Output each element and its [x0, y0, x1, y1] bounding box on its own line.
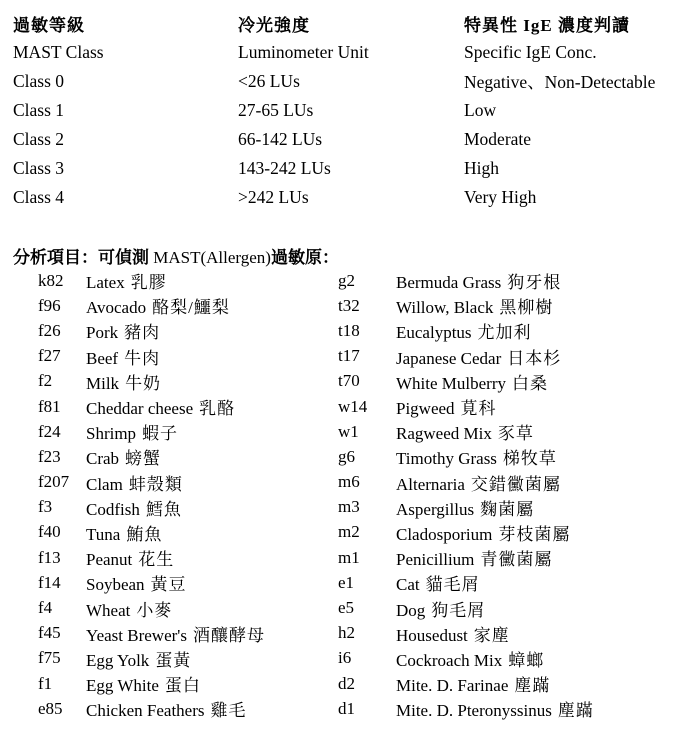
- allergen-en-right: Timothy Grass: [396, 449, 497, 469]
- allergen-code-right: d1: [338, 698, 355, 718]
- allergen-name-left: [86, 495, 336, 520]
- allergen-row: [0, 671, 694, 696]
- allergen-zh-left: 雞毛: [210, 701, 247, 721]
- allergen-name-left: [86, 646, 336, 671]
- allergen-row: [0, 570, 694, 595]
- allergen-name-left: [86, 318, 336, 343]
- allergen-en-right: Ragweed Mix: [396, 424, 492, 444]
- table-cell: Luminometer Unit: [238, 42, 369, 62]
- table-cell: Class 2: [13, 129, 65, 149]
- allergen-en-left: Chicken Feathers: [86, 701, 205, 721]
- table-cell: Very High: [464, 187, 537, 207]
- allergen-zh-right: 黑柳樹: [499, 298, 554, 318]
- table-cell: 27-65 LUs: [238, 100, 314, 120]
- allergen-row: [0, 344, 694, 369]
- table-cell: Class 3: [13, 158, 65, 178]
- allergen-zh-right: 麴菌屬: [480, 499, 535, 519]
- allergen-en-right: White Mulberry: [396, 373, 506, 393]
- allergen-zh-right: 家塵: [473, 625, 510, 645]
- allergen-code-right: h2: [338, 623, 355, 643]
- allergen-zh-left: 小麥: [136, 600, 173, 620]
- allergen-en-right: Penicillium: [396, 550, 475, 570]
- allergen-zh-right: 塵蹣: [557, 701, 594, 721]
- allergen-code-left: f14: [38, 572, 61, 592]
- allergen-code-left: f40: [38, 522, 61, 542]
- table-cell: <26 LUs: [238, 71, 300, 91]
- allergen-row: [0, 394, 694, 419]
- mast-class-table: [13, 9, 683, 212]
- allergen-name-right: [396, 621, 686, 646]
- allergen-code-left: f3: [38, 497, 53, 517]
- allergen-en-left: Soybean: [86, 575, 145, 595]
- allergen-en-right: Cat: [396, 575, 420, 595]
- allergen-name-left: [86, 520, 336, 545]
- allergen-code-right: i6: [338, 648, 352, 668]
- table-row: [13, 38, 683, 67]
- allergen-row: [0, 595, 694, 620]
- allergen-row: [0, 293, 694, 318]
- allergen-name-right: [396, 369, 686, 394]
- allergen-name-right: [396, 646, 686, 671]
- allergen-zh-left: 鱈魚: [145, 499, 182, 519]
- table-cell: Negative、Non-Detectable: [464, 72, 656, 92]
- allergen-name-right: [396, 596, 686, 621]
- allergen-zh-left: 鮪魚: [126, 524, 163, 544]
- allergen-zh-right: 尤加利: [477, 323, 532, 343]
- table-cell: Specific IgE Conc.: [464, 42, 597, 62]
- allergen-name-right: [396, 545, 686, 570]
- allergen-row: [0, 545, 694, 570]
- allergen-en-left: Beef: [86, 348, 119, 368]
- allergen-code-right: t17: [338, 346, 360, 366]
- allergen-name-right: [396, 520, 686, 545]
- allergen-zh-left: 乳酪: [199, 399, 236, 419]
- allergen-en-right: Dog: [396, 600, 426, 620]
- allergen-name-right: [396, 671, 686, 696]
- allergen-zh-left: 乳膠: [130, 273, 167, 293]
- allergen-en-right: Cladosporium: [396, 524, 493, 544]
- allergen-row: [0, 520, 694, 545]
- allergen-name-left: [86, 671, 336, 696]
- allergen-code-left: f45: [38, 623, 61, 643]
- allergen-en-right: Willow, Black: [396, 298, 494, 318]
- table-cell: Class 1: [13, 100, 65, 120]
- allergen-en-left: Pork: [86, 323, 119, 343]
- allergen-name-right: [396, 318, 686, 343]
- allergen-code-right: w1: [338, 421, 359, 441]
- allergen-name-right: [396, 268, 686, 293]
- allergen-code-right: g6: [338, 446, 355, 466]
- allergen-name-left: [86, 596, 336, 621]
- allergen-en-left: Milk: [86, 373, 120, 393]
- allergen-code-left: f75: [38, 648, 61, 668]
- allergen-zh-left: 酪梨/鱷梨: [152, 298, 230, 318]
- allergen-en-left: Egg Yolk: [86, 650, 150, 670]
- table-row: [13, 96, 683, 125]
- allergen-name-right: [396, 495, 686, 520]
- table-cell: >242 LUs: [238, 187, 309, 207]
- allergen-name-left: [86, 419, 336, 444]
- allergen-zh-right: 青黴菌屬: [480, 550, 553, 570]
- allergen-code-right: m2: [338, 522, 360, 542]
- allergen-row: [0, 444, 694, 469]
- allergen-code-left: f81: [38, 396, 61, 416]
- allergen-en-right: Cockroach Mix: [396, 650, 503, 670]
- allergen-list: [0, 268, 694, 721]
- allergen-en-left: Latex: [86, 273, 125, 293]
- allergen-en-left: Shrimp: [86, 424, 137, 444]
- table-cell: Class 4: [13, 187, 65, 207]
- allergen-zh-left: 蝦子: [142, 424, 179, 444]
- table-cell: MAST Class: [13, 42, 104, 62]
- allergen-name-left: [86, 394, 336, 419]
- allergen-row: [0, 621, 694, 646]
- table-cell: 143-242 LUs: [238, 158, 331, 178]
- allergen-en-left: Avocado: [86, 298, 147, 318]
- allergen-code-left: f27: [38, 346, 61, 366]
- allergen-en-left: Egg White: [86, 676, 159, 696]
- allergen-en-right: Mite. D. Farinae: [396, 676, 509, 696]
- allergen-code-left: f1: [38, 673, 53, 693]
- allergen-section-title: 分析項目：可偵測 MAST(Allergen)過敏原：: [13, 248, 339, 267]
- allergen-zh-left: 蚌殼類: [128, 474, 183, 494]
- allergen-name-right: [396, 444, 686, 469]
- allergen-row: [0, 696, 694, 721]
- allergen-name-left: [86, 545, 336, 570]
- allergen-name-right: [396, 696, 686, 721]
- allergen-en-right: Alternaria: [396, 474, 465, 494]
- allergen-code-left: f23: [38, 446, 61, 466]
- allergen-en-left: Peanut: [86, 550, 133, 570]
- allergen-zh-right: 狗牙根: [507, 273, 562, 293]
- allergen-code-left: f96: [38, 295, 61, 315]
- allergen-zh-right: 莧科: [460, 399, 497, 419]
- table-cell: 66-142 LUs: [238, 129, 323, 149]
- allergen-code-left: f26: [38, 320, 61, 340]
- table-row: [13, 67, 683, 96]
- allergen-code-right: t70: [338, 371, 360, 391]
- allergen-code-left: f2: [38, 371, 53, 391]
- allergen-row: [0, 268, 694, 293]
- allergen-zh-right: 芽枝菌屬: [498, 524, 571, 544]
- allergen-code-left: f4: [38, 598, 53, 618]
- allergen-code-right: t32: [338, 295, 360, 315]
- allergen-zh-left: 牛肉: [124, 348, 161, 368]
- allergen-code-right: g2: [338, 270, 355, 290]
- header-ige-interpretation: 特異性 IgE 濃度判讀: [464, 16, 630, 35]
- allergen-zh-right: 白桑: [512, 373, 548, 393]
- allergen-name-right: [396, 293, 686, 318]
- allergen-row: [0, 318, 694, 343]
- allergen-code-left: k82: [38, 270, 64, 290]
- allergen-zh-left: 牛奶: [125, 373, 162, 393]
- allergen-zh-left: 蛋黃: [155, 650, 192, 670]
- allergen-en-left: Cheddar cheese: [86, 399, 194, 419]
- allergen-name-left: [86, 444, 336, 469]
- allergen-zh-right: 交錯黴菌屬: [470, 474, 561, 494]
- allergen-name-left: [86, 344, 336, 369]
- allergen-en-left: Clam: [86, 474, 123, 494]
- allergen-zh-left: 花生: [138, 550, 175, 570]
- allergen-row: [0, 369, 694, 394]
- table-row: [13, 183, 683, 212]
- allergen-code-right: e1: [338, 572, 355, 592]
- allergen-name-left: [86, 696, 336, 721]
- header-luminescence: 冷光強度: [238, 16, 310, 35]
- allergen-row: [0, 470, 694, 495]
- allergen-zh-left: 酒釀酵母: [192, 625, 265, 645]
- table-row: [13, 125, 683, 154]
- allergen-row: [0, 646, 694, 671]
- allergen-zh-right: 日本杉: [507, 348, 562, 368]
- table-cell: High: [464, 158, 499, 178]
- table-header-row: [13, 9, 683, 38]
- allergen-en-right: Pigweed: [396, 399, 455, 419]
- allergen-en-right: Eucalyptus: [396, 323, 472, 343]
- allergen-en-right: Mite. D. Pteronyssinus: [396, 701, 552, 721]
- allergen-name-left: [86, 293, 336, 318]
- allergen-name-right: [396, 470, 686, 495]
- allergen-en-right: Aspergillus: [396, 499, 475, 519]
- allergen-code-right: t18: [338, 320, 360, 340]
- allergen-row: [0, 419, 694, 444]
- allergen-name-left: [86, 621, 336, 646]
- allergen-code-left: f13: [38, 547, 61, 567]
- allergen-zh-left: 螃蟹: [125, 449, 162, 469]
- allergen-en-left: Crab: [86, 449, 120, 469]
- allergen-en-left: Tuna: [86, 524, 121, 544]
- allergen-code-right: d2: [338, 673, 355, 693]
- table-row: [13, 154, 683, 183]
- allergen-en-left: Codfish: [86, 499, 140, 519]
- table-cell: Class 0: [13, 71, 65, 91]
- allergen-en-left: Wheat: [86, 600, 131, 620]
- allergen-zh-right: 梯牧草: [502, 449, 557, 469]
- allergen-zh-left: 豬肉: [124, 323, 161, 343]
- allergen-code-right: m6: [338, 472, 360, 492]
- allergen-code-left: f24: [38, 421, 61, 441]
- allergen-en-right: Housedust: [396, 625, 468, 645]
- allergen-name-right: [396, 419, 686, 444]
- table-cell: Moderate: [464, 129, 532, 149]
- allergen-en-right: Bermuda Grass: [396, 273, 502, 293]
- allergen-zh-right: 蟑螂: [508, 650, 545, 670]
- allergen-code-left: e85: [38, 698, 63, 718]
- allergen-name-right: [396, 394, 686, 419]
- table-cell: Low: [464, 100, 497, 120]
- allergen-name-left: [86, 369, 336, 394]
- allergen-zh-right: 豕草: [497, 424, 534, 444]
- allergen-zh-right: 塵蹣: [514, 676, 551, 696]
- allergen-code-right: m1: [338, 547, 360, 567]
- allergen-zh-left: 黃豆: [150, 575, 187, 595]
- allergen-name-right: [396, 570, 686, 595]
- allergen-code-right: e5: [338, 598, 355, 618]
- allergen-code-right: m3: [338, 497, 360, 517]
- allergen-zh-left: 蛋白: [164, 676, 201, 696]
- allergen-code-left: f207: [38, 472, 70, 492]
- allergen-en-left: Yeast Brewer's: [86, 625, 187, 645]
- allergen-name-right: [396, 344, 686, 369]
- allergen-en-right: Japanese Cedar: [396, 348, 502, 368]
- allergen-zh-right: 貓毛屑: [425, 575, 480, 595]
- allergen-name-left: [86, 268, 336, 293]
- allergen-name-left: [86, 570, 336, 595]
- allergen-code-right: w14: [338, 396, 368, 416]
- allergen-name-left: [86, 470, 336, 495]
- allergen-row: [0, 495, 694, 520]
- header-allergy-level: 過敏等級: [13, 16, 85, 35]
- allergen-zh-right: 狗毛屑: [431, 600, 486, 620]
